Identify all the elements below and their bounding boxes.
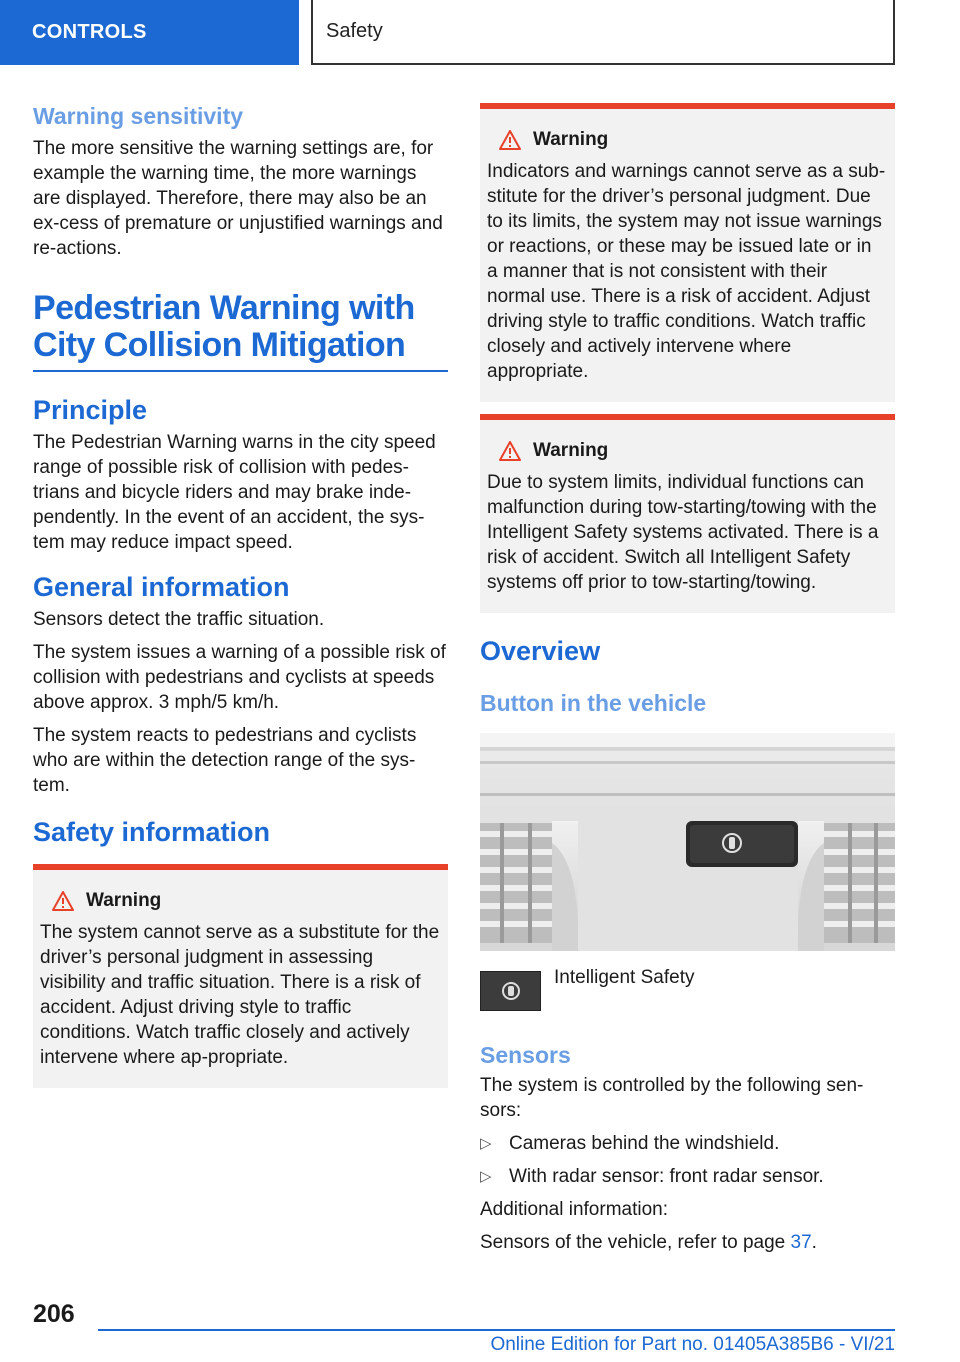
warning-text-1: Indicators and warnings cannot serve as a sub-stitute for the driver’s personal judgment. Due to its limits, the system may not issue warnings or reactions, or these may be issued late or in a manner that is not consistent with their normal use. There is a risk of accident. Adjust driving style to traffic conditions. Watch traffic closely and actively intervene where appropriate. <box>487 161 886 382</box>
button-in-vehicle-heading: Button in the vehicle <box>480 690 707 716</box>
button-caption-row <box>480 967 895 1013</box>
list-item <box>480 1131 895 1156</box>
bullet-triangle-icon: ▷ <box>480 1135 492 1152</box>
edition-text: Online Edition for Part no. 01405A385B6 - VI/21 <box>490 1334 895 1355</box>
warning-label-2: Warning <box>533 440 609 461</box>
safety-info-heading: Safety information <box>33 817 271 847</box>
refer-end: . <box>811 1232 817 1253</box>
warning-box <box>33 864 448 1088</box>
warning-sensitivity-heading: Warning sensitivity <box>33 103 244 129</box>
right-column <box>480 103 895 1255</box>
main-title: Pedestrian Warning with City Collision Mitigation <box>33 290 448 372</box>
button-caption: Intelligent Safety <box>554 967 695 988</box>
list-item <box>480 1164 895 1189</box>
warning-label: Warning <box>86 890 162 911</box>
principle-text: The Pedestrian Warning warns in the city speed range of possible risk of collision with pedes-trians and bicycle riders and may brake inde-pendently. In the event of an accident, the sys-tem may reduce impact speed. <box>33 432 436 553</box>
list-item-text: With radar sensor: front radar sensor. <box>509 1166 824 1187</box>
refer-text <box>480 1230 895 1255</box>
warning-text-2: Due to system limits, individual functions can malfunction during tow-starting/towing with the Intelligent Safety systems activated. There is a risk of accident. Switch all Intelligent Safety systems off prior to tow-starting/towing. <box>487 472 879 593</box>
general-info-p2: The system issues a warning of a possible risk of collision with pedestrians and cyclists at speeds above approx. 3 mph/5 km/h. <box>33 642 446 713</box>
list-item-text: Cameras behind the windshield. <box>509 1133 780 1154</box>
page-link[interactable]: 37 <box>790 1232 812 1253</box>
intelligent-safety-icon <box>500 980 522 1002</box>
general-info-heading: General information <box>33 572 290 602</box>
warning-triangle-icon <box>52 891 74 911</box>
air-vent-illustration <box>480 733 895 951</box>
general-info-p3: The system reacts to pedestrians and cyclists who are within the detection range of the sys-tem. <box>33 725 417 796</box>
warning-header-1 <box>487 129 887 151</box>
refer-prefix: Sensors of the vehicle, refer to page <box>480 1232 791 1253</box>
warning-box-1 <box>480 103 895 402</box>
page-number: 206 <box>33 1300 75 1328</box>
warning-text: The system cannot serve as a substitute for the driver’s personal judgment in assessing visibility and traffic situation. There is a risk of accident. Adjust driving style to traffic conditions. Watch traffic closely and actively intervene where ap-propriate. <box>40 922 440 1068</box>
bullet-triangle-icon: ▷ <box>480 1168 492 1185</box>
additional-info: Additional information: <box>480 1199 668 1220</box>
general-info-p1: Sensors detect the traffic situation. <box>33 609 325 630</box>
section-tab: CONTROLS <box>0 0 299 65</box>
warning-box-2 <box>480 414 895 613</box>
warning-header-2 <box>487 440 887 462</box>
chapter-title: Safety <box>311 0 895 65</box>
sensors-text: The system is controlled by the following sen-sors: <box>480 1075 864 1121</box>
warning-header <box>40 890 440 912</box>
warning-triangle-icon <box>499 441 521 461</box>
warning-label-1: Warning <box>533 129 609 150</box>
intelligent-safety-button[interactable] <box>480 971 541 1011</box>
warning-sensitivity-text: The more sensitive the warning settings are, for example the warning time, the more warnings are displayed. Therefore, there may also be an ex-cess of premature or unjustified warnings and re-actions. <box>33 138 443 259</box>
footer-divider <box>98 1329 895 1331</box>
overview-heading: Overview <box>480 636 601 666</box>
principle-heading: Principle <box>33 395 148 425</box>
warning-triangle-icon <box>499 130 521 150</box>
vehicle-button-photo <box>480 733 895 951</box>
left-column <box>33 100 448 1088</box>
sensors-heading: Sensors <box>480 1042 571 1068</box>
